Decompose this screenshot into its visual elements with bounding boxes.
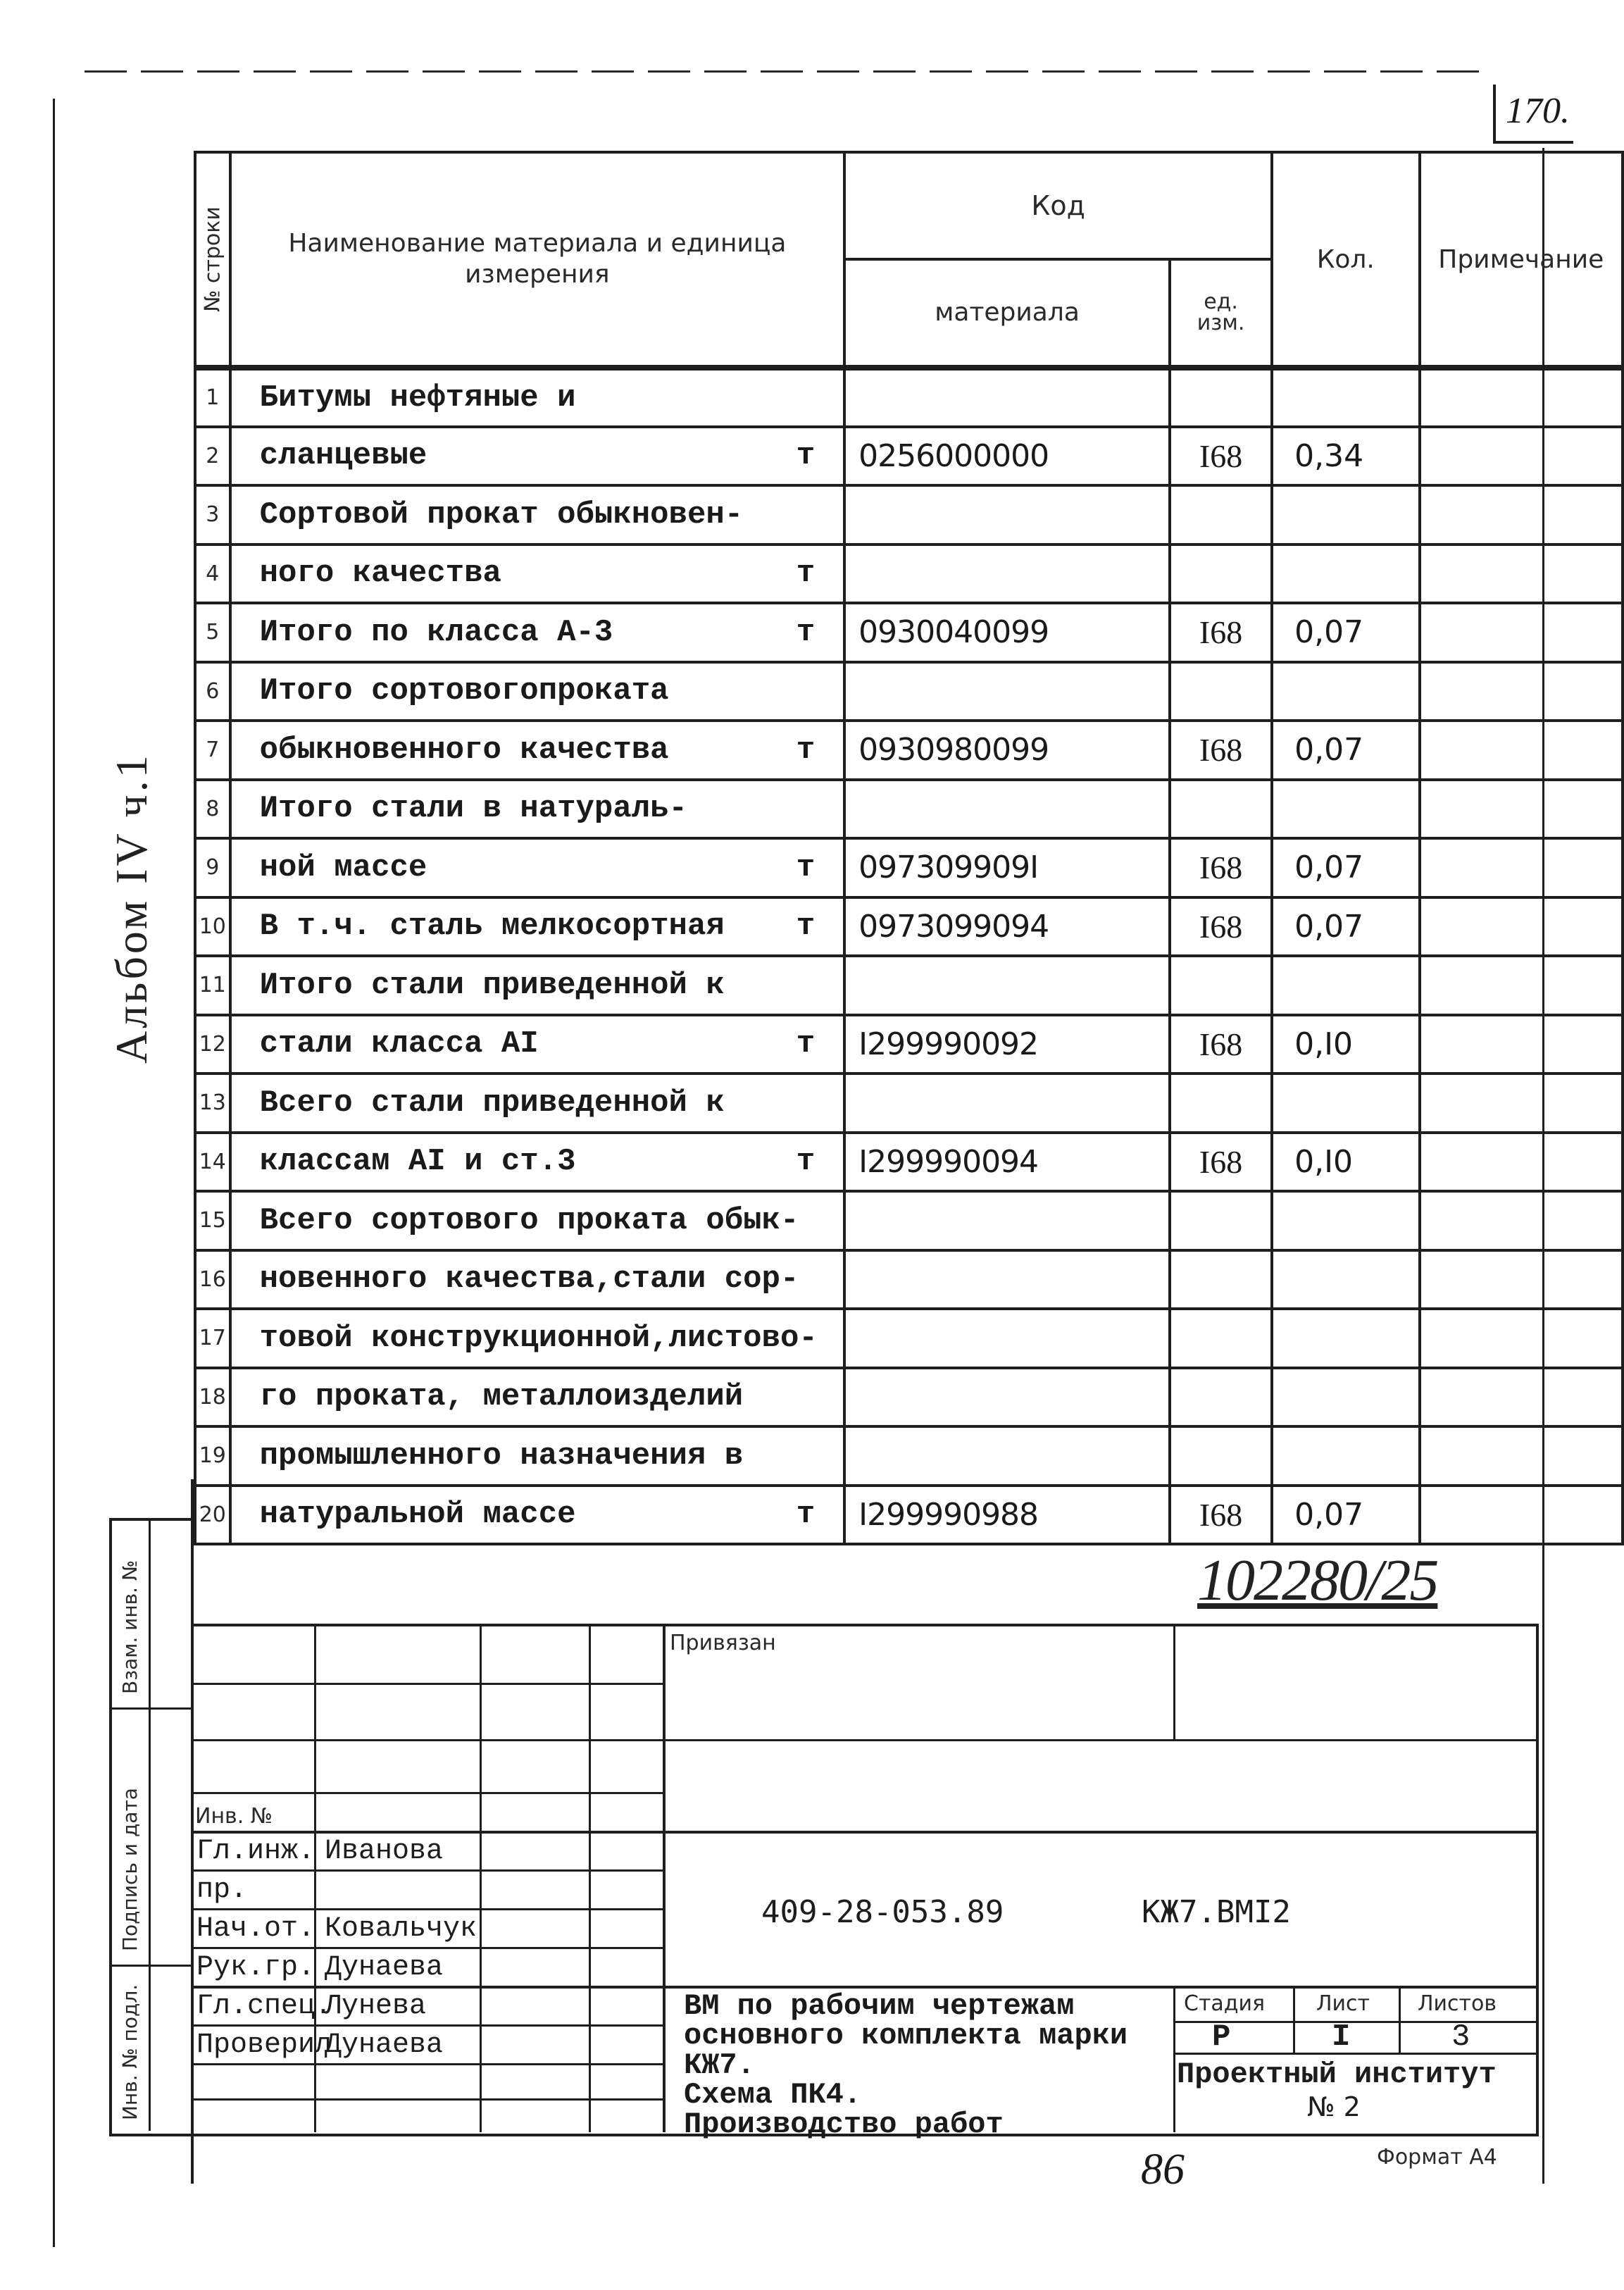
material-code	[844, 545, 1170, 604]
header-quantity: Кол.	[1272, 152, 1419, 368]
document-mark: КЖ7.ВМI2	[1142, 1894, 1291, 1930]
note	[1420, 956, 1623, 1015]
row-number: 15	[195, 1191, 230, 1250]
material-name-text: товой конструкционной,листово-	[259, 1320, 818, 1356]
unit-code	[1170, 368, 1272, 427]
title-block	[191, 1624, 1539, 2141]
material-code: 0930040099	[844, 603, 1170, 662]
unit-code: I68	[1170, 838, 1272, 897]
unit-letter: т	[796, 438, 816, 474]
table-row	[195, 1015, 1623, 1074]
header-row-number: № строки	[195, 152, 230, 368]
material-name-text: Всего сортового проката обык-	[259, 1202, 799, 1238]
material-name-text: классам АI и ст.3	[259, 1144, 576, 1180]
material-name	[230, 1309, 844, 1368]
row-number: 11	[195, 956, 230, 1015]
quantity: 0,I0	[1272, 1015, 1419, 1074]
table-row	[195, 838, 1623, 897]
header-code: Код	[844, 152, 1272, 259]
material-name	[230, 1074, 844, 1133]
format-label: Формат А4	[1377, 2145, 1497, 2170]
unit-code	[1170, 545, 1272, 604]
material-name	[230, 662, 844, 721]
note	[1420, 1015, 1623, 1074]
quantity: 0,07	[1272, 721, 1419, 780]
inv-no-label: Инв. №	[195, 1804, 273, 1829]
header-note: Примечание	[1420, 152, 1623, 368]
side-album-note: Альбом IV ч.1	[106, 752, 156, 1064]
material-name-text: Итого по класса А-3	[259, 614, 613, 650]
material-code: 0973099094	[844, 897, 1170, 957]
quantity	[1272, 662, 1419, 721]
quantity: 0,I0	[1272, 1133, 1419, 1192]
unit-letter: т	[796, 732, 816, 768]
quantity	[1272, 545, 1419, 604]
note	[1420, 1074, 1623, 1133]
material-name-text: Битумы нефтяные и	[259, 380, 576, 416]
unit-letter: т	[796, 1497, 816, 1533]
table-row	[195, 897, 1623, 957]
unit-letter: т	[796, 614, 816, 650]
signer-role: Рук.гр.	[196, 1952, 316, 1984]
row-number: 6	[195, 662, 230, 721]
material-name-text: стали класса АI	[259, 1026, 539, 1062]
table-row	[195, 1486, 1623, 1545]
header-material-code: материала	[844, 259, 1170, 368]
material-name	[230, 1486, 844, 1545]
material-name-text: натуральной массе	[259, 1497, 576, 1533]
handwritten-number: 102280/25	[1197, 1548, 1438, 1613]
table-row	[195, 1074, 1623, 1133]
note	[1420, 427, 1623, 486]
row-number: 16	[195, 1250, 230, 1309]
note	[1420, 1486, 1623, 1545]
side-label-vzam: Взам. инв. №	[118, 1560, 142, 1694]
table-row	[195, 368, 1623, 427]
unit-code: I68	[1170, 1486, 1272, 1545]
unit-code	[1170, 1250, 1272, 1309]
unit-letter: т	[796, 1144, 816, 1180]
table-row	[195, 545, 1623, 604]
unit-code	[1170, 780, 1272, 839]
material-name	[230, 1426, 844, 1486]
unit-code: I68	[1170, 721, 1272, 780]
quantity: 0,07	[1272, 838, 1419, 897]
table-row	[195, 427, 1623, 486]
table-row	[195, 956, 1623, 1015]
sheet-value: I	[1332, 2020, 1351, 2055]
note	[1420, 662, 1623, 721]
specification-table	[194, 151, 1624, 1545]
signer-role: пр.	[196, 1874, 248, 1906]
material-code	[844, 780, 1170, 839]
sheet-label: Лист	[1316, 1991, 1370, 2016]
material-name-text: Всего стали приведенной к	[259, 1085, 725, 1121]
material-name-text: Сортовой прокат обыкновен-	[259, 497, 744, 533]
row-number: 18	[195, 1368, 230, 1427]
material-name	[230, 1015, 844, 1074]
material-name-text: новенного качества,стали сор-	[259, 1262, 799, 1298]
institute-number: № 2	[1307, 2091, 1361, 2122]
material-code	[844, 1074, 1170, 1133]
unit-letter: т	[796, 1026, 816, 1062]
side-label-podpis: Подпись и дата	[118, 1788, 142, 1951]
quantity	[1272, 780, 1419, 839]
material-name	[230, 838, 844, 897]
row-number: 2	[195, 427, 230, 486]
material-name	[230, 427, 844, 486]
note	[1420, 721, 1623, 780]
material-name-text: ной массе	[259, 850, 427, 885]
material-code: I299990988	[844, 1486, 1170, 1545]
page-number: 170.	[1506, 91, 1570, 131]
quantity	[1272, 1368, 1419, 1427]
material-code: 097309909I	[844, 838, 1170, 897]
material-name-text: промышленного назначения в	[259, 1438, 744, 1474]
material-name-text: Итого сортовогопроката	[259, 673, 669, 709]
row-number: 20	[195, 1486, 230, 1545]
drawing-title: ВМ по рабочим чертежам основного комплекта марки КЖ7. Схема ПК4. Производство работ	[684, 1989, 1128, 2141]
material-name-text: го проката, металлоизделий	[259, 1379, 744, 1415]
material-name	[230, 485, 844, 545]
table-row	[195, 780, 1623, 839]
material-name	[230, 897, 844, 957]
sheets-label: Листов	[1418, 1991, 1497, 2016]
signer-role: Нач.от.	[196, 1913, 316, 1945]
material-code	[844, 662, 1170, 721]
quantity: 0,07	[1272, 603, 1419, 662]
note	[1420, 1368, 1623, 1427]
row-number: 19	[195, 1426, 230, 1486]
top-border-line	[85, 70, 1486, 73]
note	[1420, 603, 1623, 662]
material-code: I299990092	[844, 1015, 1170, 1074]
quantity	[1272, 1309, 1419, 1368]
unit-letter: т	[796, 556, 816, 592]
material-name	[230, 721, 844, 780]
material-name	[230, 545, 844, 604]
material-code	[844, 1368, 1170, 1427]
table-row	[195, 603, 1623, 662]
table-row	[195, 1368, 1623, 1427]
signer-role: Гл.инж.	[196, 1836, 316, 1867]
table-row	[195, 721, 1623, 780]
material-name-text: В т.ч. сталь мелкосортная	[259, 909, 725, 945]
material-name-text: обыкновенного качества	[259, 732, 669, 768]
unit-code: I68	[1170, 897, 1272, 957]
material-name	[230, 1368, 844, 1427]
signer-name: Лунева	[325, 1991, 427, 2022]
institute-name: Проектный институт	[1177, 2058, 1497, 2091]
row-number: 17	[195, 1309, 230, 1368]
quantity	[1272, 956, 1419, 1015]
row-number: 4	[195, 545, 230, 604]
unit-code	[1170, 1191, 1272, 1250]
row-number: 12	[195, 1015, 230, 1074]
material-name	[230, 1250, 844, 1309]
note	[1420, 368, 1623, 427]
note	[1420, 1250, 1623, 1309]
signer-name: Иванова	[325, 1836, 444, 1867]
unit-code: I68	[1170, 603, 1272, 662]
material-name	[230, 956, 844, 1015]
row-number: 10	[195, 897, 230, 957]
material-code	[844, 1250, 1170, 1309]
quantity: 0,07	[1272, 897, 1419, 957]
side-label-inv-podl: Инв. № подл.	[118, 1984, 142, 2120]
quantity	[1272, 1074, 1419, 1133]
material-name	[230, 603, 844, 662]
stage-label: Стадия	[1184, 1991, 1266, 2016]
row-number: 13	[195, 1074, 230, 1133]
document-code: 409-28-053.89	[761, 1894, 1004, 1930]
material-name-text: Итого стали в натураль-	[259, 791, 687, 827]
note	[1420, 485, 1623, 545]
material-code: 0930980099	[844, 721, 1170, 780]
signer-name: Ковальчук	[325, 1913, 477, 1945]
note	[1420, 838, 1623, 897]
material-code: I299990094	[844, 1133, 1170, 1192]
unit-code: I68	[1170, 427, 1272, 486]
material-name-text: ного качества	[259, 556, 501, 592]
sheets-value: 3	[1451, 2020, 1470, 2055]
table-row	[195, 1426, 1623, 1486]
quantity	[1272, 1426, 1419, 1486]
unit-code	[1170, 1309, 1272, 1368]
stage-value: Р	[1212, 2020, 1231, 2055]
note	[1420, 897, 1623, 957]
header-name: Наименование материала и единица измерения	[230, 152, 844, 368]
material-name-text: сланцевые	[259, 438, 427, 474]
quantity: 0,07	[1272, 1486, 1419, 1545]
unit-code	[1170, 485, 1272, 545]
material-code	[844, 368, 1170, 427]
note	[1420, 1426, 1623, 1486]
material-code	[844, 485, 1170, 545]
row-number: 3	[195, 485, 230, 545]
note	[1420, 1309, 1623, 1368]
row-number: 14	[195, 1133, 230, 1192]
unit-code: I68	[1170, 1015, 1272, 1074]
unit-letter: т	[796, 850, 816, 885]
signer-role: Гл.спец.	[196, 1991, 332, 2022]
quantity	[1272, 1191, 1419, 1250]
unit-letter: т	[796, 909, 816, 945]
table-row	[195, 485, 1623, 545]
unit-code	[1170, 1074, 1272, 1133]
table-row	[195, 662, 1623, 721]
material-name	[230, 368, 844, 427]
material-code	[844, 1309, 1170, 1368]
material-name	[230, 1191, 844, 1250]
unit-code	[1170, 1368, 1272, 1427]
row-number: 7	[195, 721, 230, 780]
note	[1420, 1133, 1623, 1192]
table-row	[195, 1250, 1623, 1309]
note	[1420, 1191, 1623, 1250]
unit-code: I68	[1170, 1133, 1272, 1192]
note	[1420, 780, 1623, 839]
quantity	[1272, 1250, 1419, 1309]
row-number: 1	[195, 368, 230, 427]
unit-code	[1170, 956, 1272, 1015]
quantity	[1272, 368, 1419, 427]
quantity	[1272, 485, 1419, 545]
row-number: 8	[195, 780, 230, 839]
note	[1420, 545, 1623, 604]
signer-name: Дунаева	[325, 1952, 444, 1984]
page-number-box	[1493, 85, 1573, 144]
material-code	[844, 1426, 1170, 1486]
row-number: 9	[195, 838, 230, 897]
quantity: 0,34	[1272, 427, 1419, 486]
privyazan-label: Привязан	[670, 1631, 776, 1655]
table-row	[195, 1133, 1623, 1192]
material-name-text: Итого стали приведенной к	[259, 967, 725, 1003]
unit-code	[1170, 662, 1272, 721]
material-name	[230, 780, 844, 839]
table-row	[195, 1191, 1623, 1250]
header-unit: ед. изм.	[1170, 259, 1272, 368]
row-number: 5	[195, 603, 230, 662]
table-row	[195, 1309, 1623, 1368]
material-name	[230, 1133, 844, 1192]
unit-code	[1170, 1426, 1272, 1486]
material-code: 0256000000	[844, 427, 1170, 486]
left-margin-line	[53, 99, 55, 2247]
material-code	[844, 956, 1170, 1015]
signer-role: Проверил	[196, 2029, 332, 2061]
material-code	[844, 1191, 1170, 1250]
footer-number: 86	[1141, 2146, 1185, 2193]
signer-name: Дунаева	[325, 2029, 444, 2061]
